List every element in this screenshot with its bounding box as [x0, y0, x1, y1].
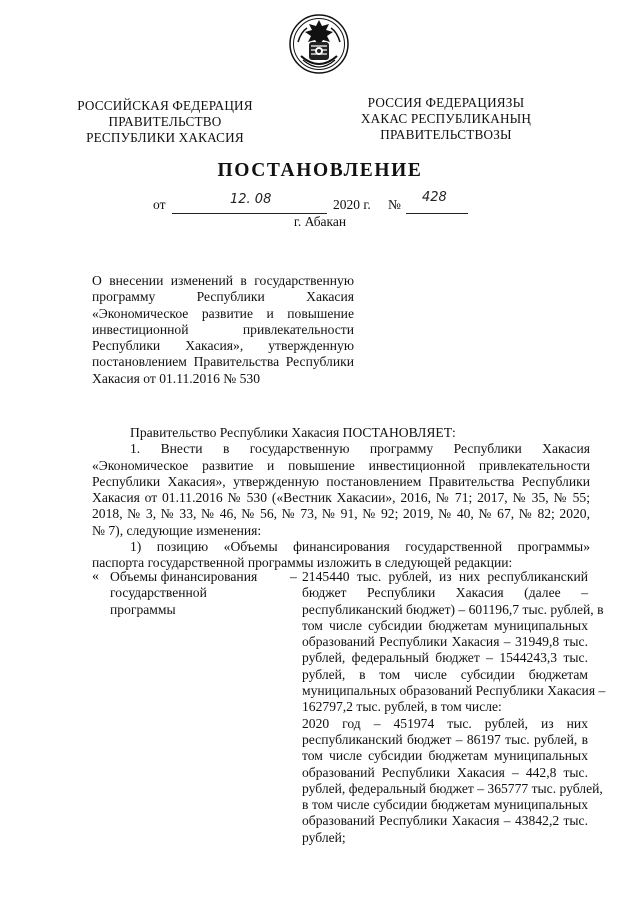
intro-line: Правительство Республики Хакасия ПОСТАНОВЛЯЕТ: — [130, 425, 456, 440]
financing-text — [302, 569, 606, 846]
header-right-line: ПРАВИТЕЛЬСТВОЗЫ — [380, 127, 512, 142]
financing-text-line: муниципальных образований Республики Хакасия – — [302, 683, 606, 699]
sub1-line: паспорта государственной программы изложить в следующей редакции: — [92, 555, 513, 571]
subject-line: инвестиционной привлекательности — [92, 321, 354, 337]
financing-text-line: том числе субсидии бюджетам муниципальных — [302, 748, 588, 764]
item1-line: «Экономическое развитие и повышение инвестиционной привлекательности — [92, 457, 590, 473]
financing-text-line: республиканский бюджет – 86197 тыс. рублей, в — [302, 731, 588, 747]
header-left-line: ПРАВИТЕЛЬСТВО — [108, 114, 222, 129]
financing-text-line: рублей; — [302, 829, 346, 845]
document-title: ПОСТАНОВЛЕНИЕ — [217, 160, 423, 181]
financing-text-line: рублей, федеральный бюджет – 365777 тыс. рублей, — [302, 780, 603, 796]
financing-text-line: образований Республики Хакасия – 31949,8 тыс. — [302, 634, 588, 650]
financing-text-line: в том числе субсидии бюджетам муниципальных — [302, 797, 588, 813]
financing-text-line: бюджет Республики Хакасия (далее – — [302, 585, 588, 601]
financing-text-line: 2020 год – 451974 тыс. рублей, из них — [302, 715, 588, 731]
item1-line: Республики Хакасия», утвержденную постановлением Правительства Республики — [92, 473, 590, 489]
financing-label — [110, 569, 286, 618]
financing-label-line: Объемы финансирования — [110, 569, 258, 584]
subject-line: постановлением Правительства Республики — [92, 354, 354, 370]
subject-line: программу Республики Хакасия — [92, 289, 354, 305]
sub1-line: 1) позицию «Объемы финансирования государственной программы» — [130, 539, 590, 555]
subject-line: Хакасия от 01.11.2016 № 530 — [92, 370, 261, 386]
financing-text-line: образований Республики Хакасия – 43842,2 тыс. — [302, 813, 588, 829]
header-right-block — [346, 95, 546, 143]
date-year: 2020 г. — [333, 197, 371, 212]
header-right-line: РОССИЯ ФЕДЕРАЦИЯЗЫ — [367, 95, 525, 110]
number-handwritten: 428 — [422, 190, 447, 205]
financing-label-line: государственной — [110, 585, 207, 601]
resolution-body — [92, 425, 590, 572]
number-sign: № — [388, 197, 401, 212]
item1-line: 1. Внести в государственную программу Республики Хакасия — [130, 441, 590, 457]
financing-text-line: рублей, федеральный бюджет – 1544243,3 тыс. — [302, 650, 588, 666]
open-quote: « — [92, 569, 99, 584]
date-prefix: от — [153, 197, 166, 212]
subject-line: Республики Хакасия», утвержденную — [92, 338, 354, 354]
header-left-line: РЕСПУБЛИКИ ХАКАСИЯ — [86, 130, 244, 145]
financing-text-line: 2145440 тыс. рублей, из них республиканский — [302, 569, 588, 584]
subject-line: «Экономическое развитие и повышение — [92, 305, 354, 321]
item1-line: № 7), следующие изменения: — [92, 522, 262, 538]
header-left-block — [70, 98, 260, 146]
document-subject — [92, 273, 354, 387]
subject-line: О внесении изменений в государственную — [92, 273, 354, 288]
header-right-line: ХАКАС РЕСПУБЛИКАНЫҢ — [360, 111, 532, 126]
financing-text-line: рублей, в том числе субсидии бюджетам — [302, 666, 588, 682]
city-line: г. Абакан — [293, 214, 347, 229]
header-left-line: РОССИЙСКАЯ ФЕДЕРАЦИЯ — [77, 98, 253, 113]
financing-text-line: том числе субсидии бюджетам муниципальных — [302, 617, 588, 633]
financing-label-line: программы — [110, 601, 176, 617]
coat-of-arms-emblem — [289, 12, 349, 76]
financing-text-line: 162797,2 тыс. рублей, в том числе: — [302, 699, 502, 715]
item1-line: 2018, № 3, № 33, № 46, № 56, № 73, № 91, № 92; 2019, № 40, № 67, № 82; 2020, — [92, 506, 590, 522]
item1-line: Хакасия от 01.11.2016 № 530 («Вестник Хакасии», 2016, № 71; 2017, № 35, № 55; — [92, 490, 590, 506]
financing-dash: – — [290, 569, 297, 584]
date-handwritten: 12. 08 — [230, 192, 272, 207]
financing-text-line: образований Республики Хакасия – 442,8 тыс. — [302, 764, 588, 780]
financing-text-line: республиканский бюджет) – 601196,7 тыс. рублей, в — [302, 601, 604, 617]
